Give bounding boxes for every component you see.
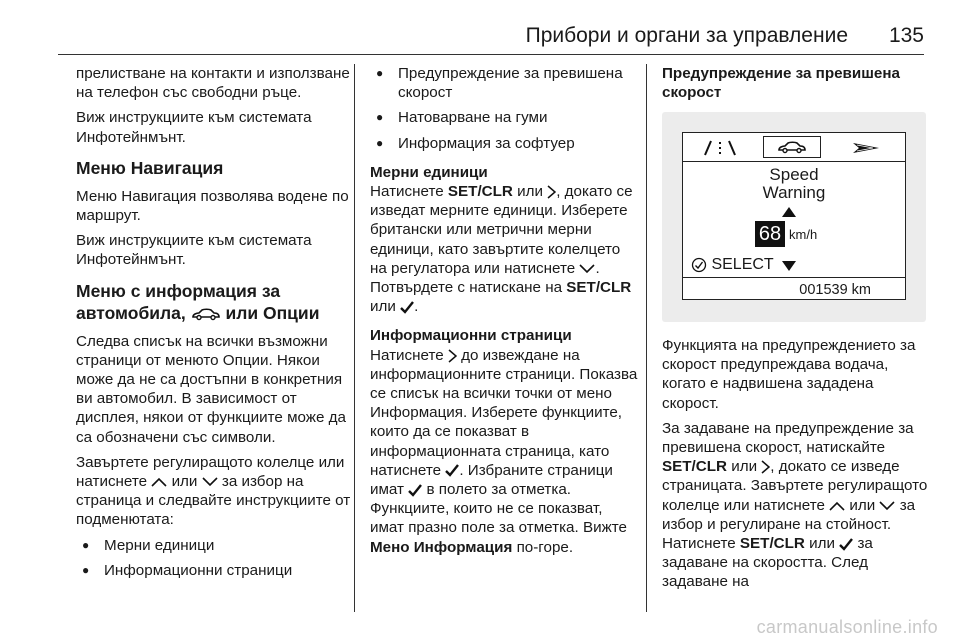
chevron-down-icon	[879, 501, 895, 511]
chevron-up-icon	[151, 477, 167, 487]
section-heading-vehicle-info: Меню с информация за автомобила, или Опции	[76, 280, 320, 323]
set-clr-label: SET/CLR	[566, 279, 632, 297]
display-tab-bar	[683, 133, 905, 163]
triangle-down-icon	[781, 259, 797, 277]
paragraph: Следва списък на всички възможни страници от менюто Опции. Някои може да не са достъпни в конкретния ви автомобил. В зависимост от дисплея, някои от функциите може да са обозначени със символи.	[76, 332, 346, 446]
paragraph: прелистване на контакти и използване на телефон със свободни ръце.	[76, 65, 350, 102]
checkmark-icon	[839, 538, 853, 551]
paragraph: Завъртете регулиращото колелце или натиснете или за избор на страница и следвайте инструкциите от подменютата:	[76, 453, 351, 529]
list-item: ● Информационни страници	[76, 561, 354, 580]
paragraph: Меню Навигация позволява водене по маршрут.	[76, 187, 349, 225]
section-heading-speed-warning: Предупреждение за превишена скорост	[662, 65, 900, 102]
column-3-body	[662, 336, 928, 598]
car-icon	[191, 307, 221, 321]
header-rule	[58, 54, 924, 55]
paragraph: За задаване на предупреждение за превишена скорост, натискайте SET/CLR или , докато се изведе страницата. Завъртете регулиращото колелце или натиснете или за избор и регулиране на стойност. Натиснете SET/CLR или за задаване на скоростта. След задаване на	[662, 419, 928, 591]
chevron-right-icon	[547, 185, 556, 199]
set-clr-label: SET/CLR	[447, 183, 513, 201]
page-header	[0, 0, 960, 58]
column-divider-1	[354, 64, 355, 612]
paragraph: Функцията на предупреждението за скорост предупреждава водача, когато е надвишена зададена скорост.	[662, 337, 916, 412]
section-heading-units: Мерни единици	[370, 163, 488, 181]
page-title: Прибори и органи за управление	[525, 24, 848, 47]
display-tab-vehicle	[763, 136, 821, 158]
chevron-up-icon	[829, 501, 845, 511]
info-menu-reference: Мено Информация	[370, 538, 513, 556]
column-3	[662, 64, 928, 102]
paragraph: Виж инструкциите към системата Инфотейнмънт.	[76, 232, 312, 269]
list-item: ● Мерни единици	[76, 536, 354, 555]
chevron-right-icon	[448, 349, 457, 363]
cluster-screen	[682, 132, 906, 300]
column-1	[76, 64, 354, 586]
checkmark-icon	[400, 301, 414, 314]
display-title-line2: Warning	[762, 183, 826, 202]
section-heading-navigation: Меню Навигация	[76, 157, 224, 178]
navigation-arrow-icon	[851, 141, 881, 155]
display-title-line1: Speed	[769, 165, 819, 184]
list-item: ● Натоварване на гуми	[370, 108, 638, 127]
speed-warning-display-illustration	[662, 112, 926, 322]
watermark: carmanualsonline.info	[756, 617, 938, 637]
submenu-list	[76, 536, 354, 580]
chevron-down-icon	[202, 477, 218, 487]
road-lane-icon	[703, 140, 737, 156]
checkmark-icon	[445, 464, 459, 477]
odometer-readout: 001539 km	[799, 282, 871, 298]
list-item: ● Информация за софтуер	[370, 134, 638, 153]
paragraph: Виж инструкциите към системата Инфотейнмънт.	[76, 109, 312, 146]
speed-unit: km/h	[789, 227, 818, 242]
section-heading-info-pages: Информационни страници	[370, 327, 572, 345]
set-clr-label: SET/CLR	[662, 458, 727, 476]
page-number: 135	[888, 24, 924, 47]
select-hint: SELECT	[691, 255, 774, 275]
column-2	[370, 64, 638, 563]
paragraph: Натиснете SET/CLR или , докато се изведат мерните единици. Изберете британски или метрични мерни единици, като завъртите колелцето на регулатора или натиснете . Потвърдете с натискане на SET/CLR или .	[370, 183, 633, 316]
paragraph: Натиснете до извеждане на информационните страници. Показва се списък на всички точки от мено Информация. Изберете функциите, които да се показват в информационната страница, като натиснете . Избраните страници имат в полето за отметка. Функциите, които не се показват, имат празно поле за отметка. Вижте Мено Информация по-горе.	[370, 346, 638, 556]
checkmark-icon	[408, 484, 422, 497]
check-circle-icon	[691, 257, 707, 273]
chevron-down-icon	[579, 264, 595, 274]
column-divider-2	[646, 64, 647, 612]
set-clr-label: SET/CLR	[739, 535, 805, 553]
submenu-list-continued	[370, 64, 638, 153]
chevron-right-icon	[761, 460, 770, 474]
car-icon	[776, 140, 808, 154]
list-item: ● Предупреждение за превишена скорост	[370, 64, 638, 102]
speed-value: 68	[755, 221, 785, 247]
